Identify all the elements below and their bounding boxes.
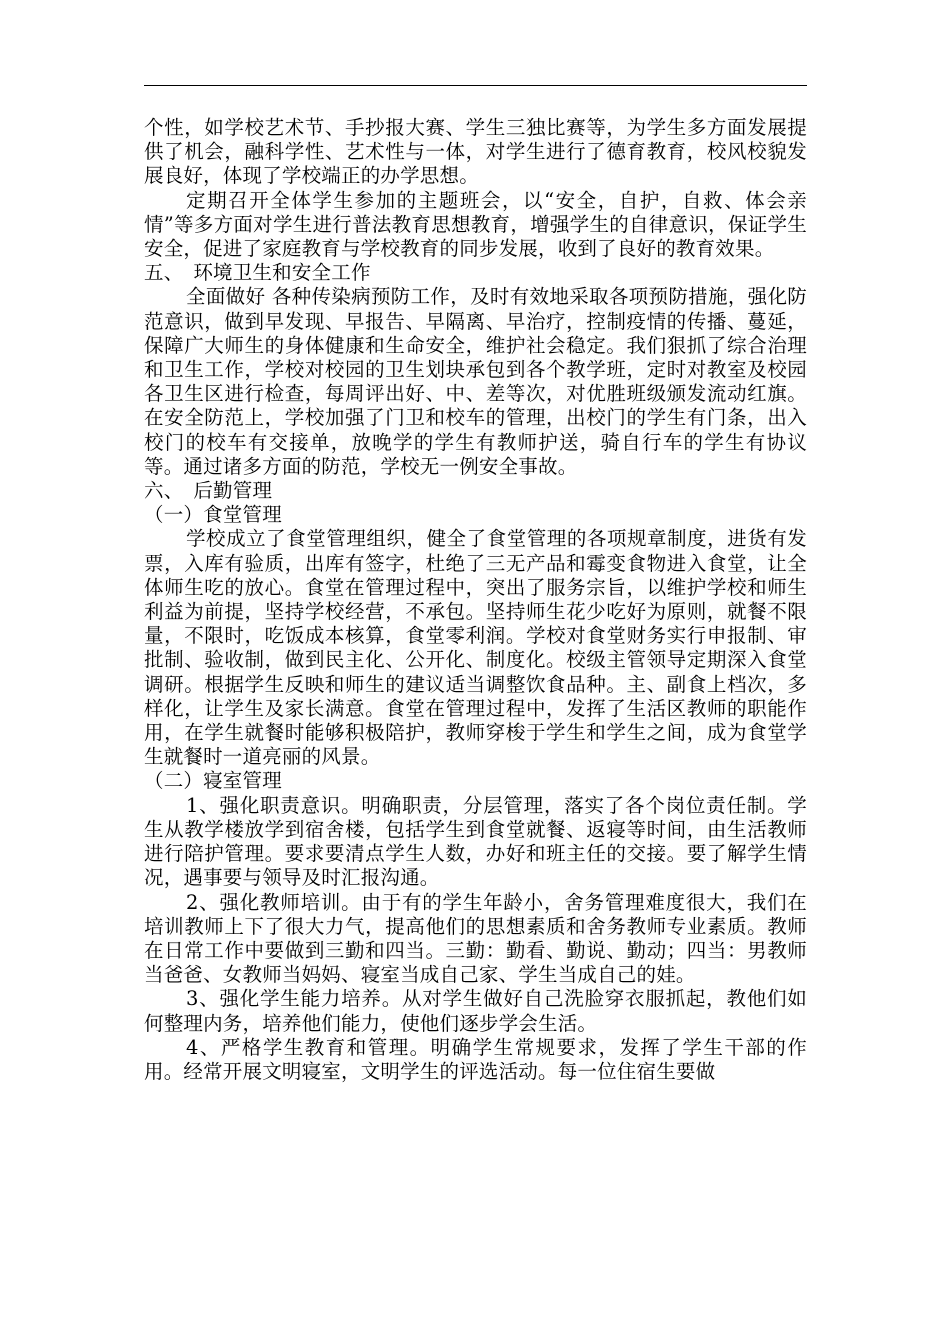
header-rule <box>144 85 807 86</box>
paragraph: 3、强化学生能力培养。从对学生做好自己洗脸穿衣服抓起，教他们如何整理内务，培养他们能力，使他们逐步学会生活。 <box>144 987 807 1035</box>
paragraph: 4、严格学生教育和管理。明确学生常规要求，发挥了学生干部的作用。经常开展文明寝室，文明学生的评选活动。每一位住宿生要做 <box>144 1035 807 1083</box>
paragraph: 全面做好 各种传染病预防工作，及时有效地采取各项预防措施，强化防范意识，做到早发现、早报告、早隔离、早治疗，控制疫情的传播、蔓延，保障广大师生的身体健康和生命安全，维护社会稳定。我们狠抓了综合治理和卫生工作，学校对校园的卫生划块承包到各个教学班，定时对教室及校园各卫生区进行检查，每周评出好、中、差等次，对优胜班级颁发流动红旗。在安全防范上，学校加强了门卫和校车的管理，出校门的学生有门条，出入校门的校车有交接单，放晚学的学生有教师护送，骑自行车的学生有协议等。通过诸多方面的防范，学校无一例安全事故。 <box>144 285 807 478</box>
paragraph: 定期召开全体学生参加的主题班会，以“安全，自护，自救、体会亲情”等多方面对学生进行普法教育思想教育，增强学生的自律意识，保证学生安全，促进了家庭教育与学校教育的同步发展，收到了良好的教育效果。 <box>144 188 807 261</box>
subheading-dormitory: （二）寝室管理 <box>144 769 282 793</box>
paragraph: 个性，如学校艺术节、手抄报大赛、学生三独比赛等，为学生多方面发展提供了机会，融科学性、艺术性与一体，对学生进行了德育教育，校风校貌发展良好，体现了学校端正的办学思想。 <box>144 116 807 188</box>
paragraph: 学校成立了食堂管理组织，健全了食堂管理的各项规章制度，进货有发票，入库有验质，出库有签字，杜绝了三无产品和霉变食物进入食堂，让全体师生吃的放心。食堂在管理过程中，突出了服务宗旨，以维护学校和师生利益为前提，坚持学校经营，不承包。坚持师生花少吃好为原则，就餐不限量，不限时，吃饭成本核算，食堂零利润。学校对食堂财务实行申报制、审批制、验收制，做到民主化、公开化、制度化。校级主管领导定期深入食堂调研。根据学生反映和师生的建议适当调整饮食品种。主、副食上档次，多样化，让学生及家长满意。食堂在管理过程中，发挥了生活区教师的职能作用，在学生就餐时能够积极陪护，教师穿梭于学生和学生之间，成为食堂学生就餐时一道亮丽的风景。 <box>144 527 807 769</box>
paragraph: 2、强化教师培训。由于有的学生年龄小，舍务管理难度很大，我们在培训教师上下了很大力气，提高他们的思想素质和舍务教师专业素质。教师在日常工作中要做到三勤和四当。三勤：勤看、勤说、勤动；四当：男教师当爸爸、女教师当妈妈、寝室当成自己家、学生当成自己的娃。 <box>144 890 807 987</box>
section-heading-6: 六、 后勤管理 <box>144 479 273 503</box>
paragraph: 1、强化职责意识。明确职责，分层管理，落实了各个岗位责任制。学生从教学楼放学到宿舍楼，包括学生到食堂就餐、返寝等时间，由生活教师进行陪护管理。要求要清点学生人数，办好和班主任的交接。要了解学生情况，遇事要与领导及时汇报沟通。 <box>144 793 807 890</box>
section-heading-5: 五、 环境卫生和安全工作 <box>144 261 371 285</box>
subheading-canteen: （一）食堂管理 <box>144 503 282 527</box>
document-body <box>144 116 807 1084</box>
